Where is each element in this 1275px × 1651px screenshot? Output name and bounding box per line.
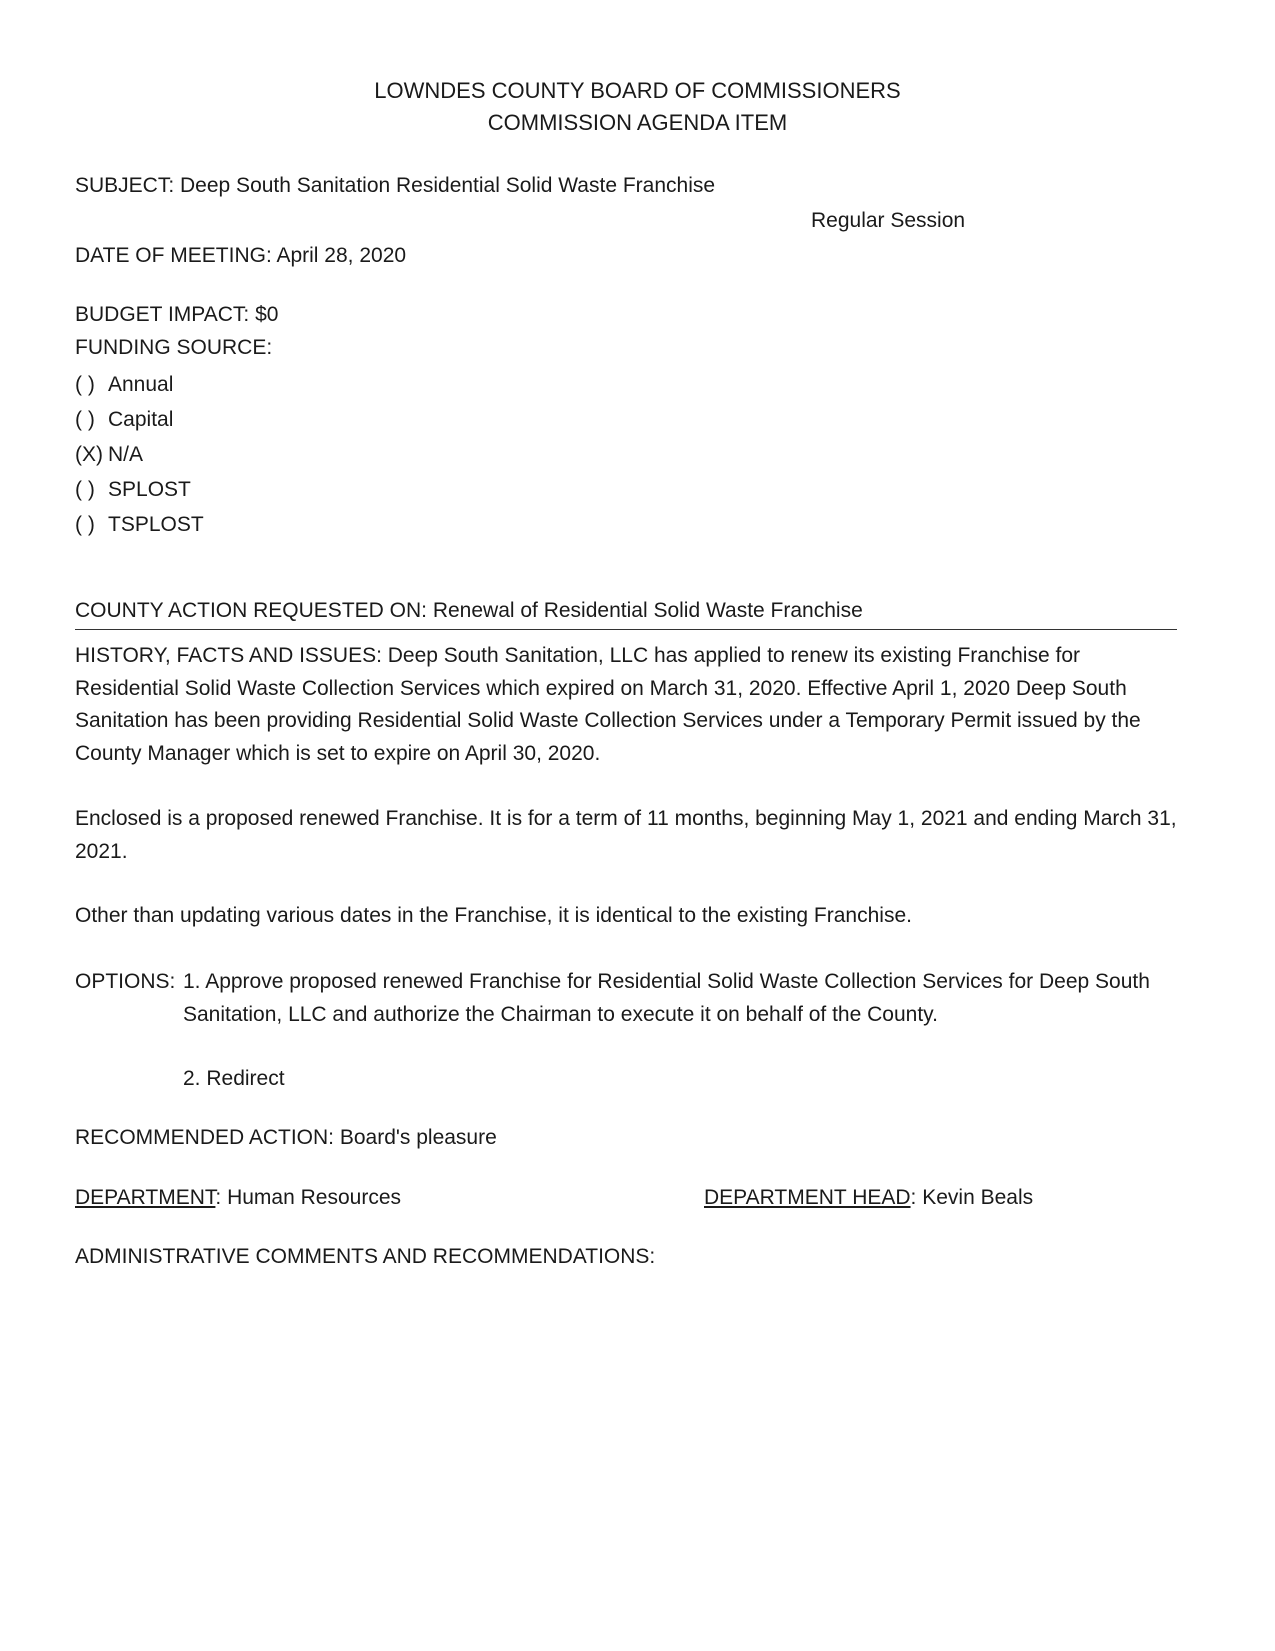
funding-option-label: N/A [108,443,144,466]
department-head-value: : Kevin Beals [910,1186,1034,1209]
date-of-meeting: DATE OF MEETING: April 28, 2020 [75,244,407,267]
options-label: OPTIONS: [75,970,176,993]
funding-option-label: Annual [108,373,174,396]
funding-option-capital [75,404,173,435]
department-head-label: DEPARTMENT HEAD [704,1186,911,1209]
county-action-requested: COUNTY ACTION REQUESTED ON: Renewal of Residential Solid Waste Franchise [75,599,863,622]
department [75,1182,401,1213]
option-2: 2. Redirect [183,1067,285,1090]
funding-option-annual [75,369,173,400]
funding-checkbox: ( ) [75,373,95,396]
funding-checkbox: (X) [75,443,103,466]
budget-impact: BUDGET IMPACT: $0 [75,303,279,326]
header-agenda-item: COMMISSION AGENDA ITEM [487,110,788,135]
funding-checkbox: ( ) [75,408,95,431]
recommended-action: RECOMMENDED ACTION: Board's pleasure [75,1126,497,1149]
subject-line: SUBJECT: Deep South Sanitation Residential Solid Waste Franchise [75,174,716,197]
funding-checkbox: ( ) [75,478,95,501]
header-board-name: LOWNDES COUNTY BOARD OF COMMISSIONERS [374,78,901,103]
section-divider [75,629,1177,630]
department-head [704,1182,1033,1213]
funding-option-splost [75,474,191,505]
funding-option-label: Capital [108,408,174,431]
other-paragraph: Other than updating various dates in the Franchise, it is identical to the existing Franchise. [75,904,912,927]
department-value: : Human Resources [215,1186,401,1209]
option-1: 1. Approve proposed renewed Franchise for Residential Solid Waste Collection Services for Deep South Sanitation, LLC and authorize the Chairman to execute it on behalf of the County. [183,970,1150,1026]
funding-checkbox: ( ) [75,513,95,536]
administrative-comments: ADMINISTRATIVE COMMENTS AND RECOMMENDATIONS: [75,1245,656,1268]
funding-option-na [75,439,143,470]
funding-option-tsplost [75,509,204,540]
session-type: Regular Session [811,209,966,232]
history-facts-issues: HISTORY, FACTS AND ISSUES: Deep South Sanitation, LLC has applied to renew its existing Franchise for Residential Solid Waste Collection Services which expired on March 31, 2020. Effective April 1, 2020 Deep South Sanitation has been providing Residential Solid Waste Collection Services under a Temporary Permit issued by the County Manager which is set to expire on April 30, 2020. [75,644,1141,765]
enclosed-paragraph: Enclosed is a proposed renewed Franchise. It is for a term of 11 months, beginning May 1, 2021 and ending March 31, 2021. [75,807,1177,863]
department-label: DEPARTMENT [75,1186,216,1209]
funding-source-label: FUNDING SOURCE: [75,336,273,359]
funding-option-label: SPLOST [108,478,191,501]
funding-option-label: TSPLOST [108,513,204,536]
